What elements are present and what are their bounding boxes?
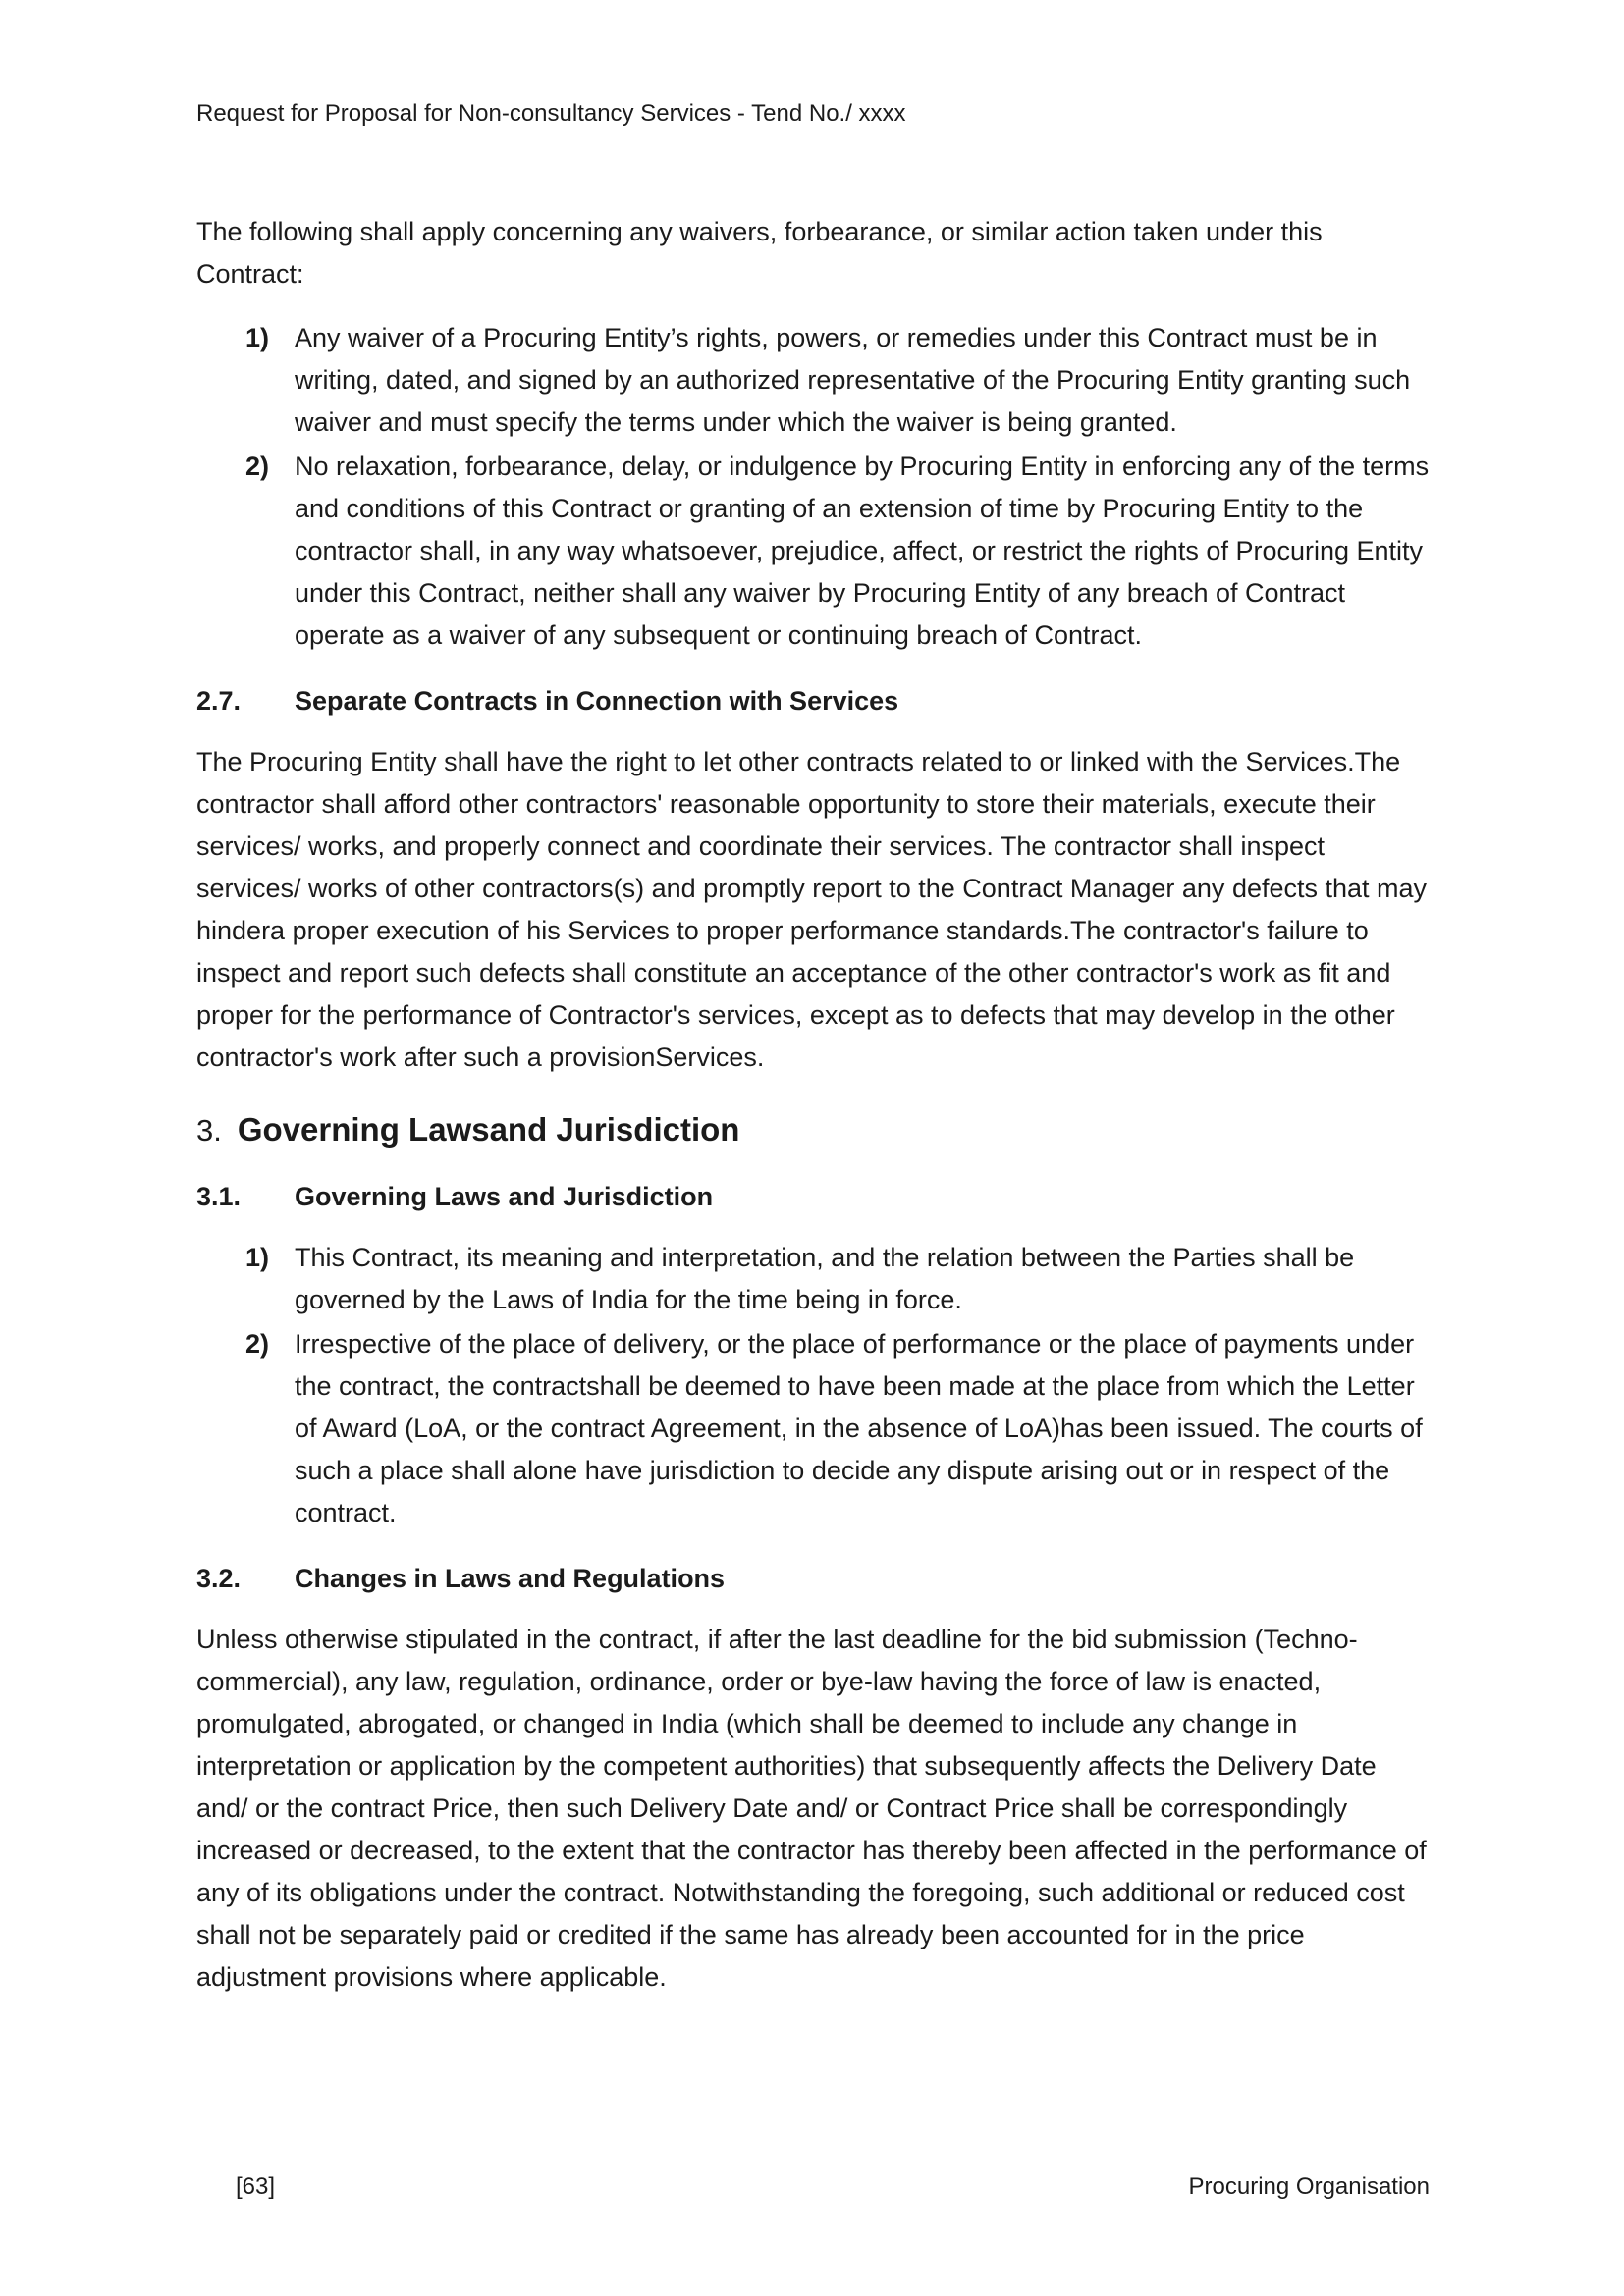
list-item-marker: 1) — [245, 1243, 270, 1272]
page-footer — [196, 2171, 1430, 2203]
list-item — [245, 446, 1430, 657]
document-content — [196, 211, 1430, 2020]
page-number: [63] — [236, 2173, 276, 2200]
governing-numbered-list — [196, 1237, 1430, 1534]
section-title: Separate Contracts in Connection with Services — [295, 686, 899, 716]
waivers-intro-paragraph: The following shall apply concerning any waivers, forbearance, or similar action taken under this Contract: — [196, 217, 1323, 289]
list-item-text: Any waiver of a Procuring Entity’s rights, powers, or remedies under this Contract must be in writing, dated, and signed by an authorized representative of the Procuring Entity granting such waiver and must specify the terms under which the waiver is being granted. — [295, 323, 1411, 437]
page-header — [196, 98, 1430, 130]
list-item-marker: 2) — [245, 452, 270, 481]
list-item — [245, 317, 1430, 444]
waivers-numbered-list — [196, 317, 1430, 657]
chapter-heading-3 — [196, 1108, 1430, 1152]
list-item — [245, 1237, 1430, 1321]
section-number: 2.7. — [196, 686, 242, 716]
section-number: 3.1. — [196, 1182, 242, 1211]
list-item-text: This Contract, its meaning and interpretation, and the relation between the Parties shall be governed by the Laws of India for the time being in force. — [295, 1243, 1355, 1314]
section-title: Changes in Laws and Regulations — [295, 1564, 726, 1593]
list-item-marker: 1) — [245, 323, 270, 352]
list-item-marker: 2) — [245, 1329, 270, 1359]
chapter-title: Governing Lawsand Jurisdiction — [237, 1111, 740, 1148]
separate-contracts-paragraph: The Procuring Entity shall have the right to let other contracts related to or linked with the Services.The contractor shall afford other contractors' reasonable opportunity to store their materials, execute their services/ works, and properly connect and coordinate their services. The contractor shall inspect services/ works of other contractors(s) and promptly report to the Contract Manager any defects that may hindera proper execution of his Services to proper performance standards.The contractor's failure to inspect and report such defects shall constitute an acceptance of the other contractor's work as fit and proper for the performance of Contractor's services, except as to defects that may develop in the other contractor's work after such a provisionServices. — [196, 747, 1428, 1072]
list-item-text: Irrespective of the place of delivery, or the place of performance or the place of payments under the contract, the contractshall be deemed to have been made at the place from which the Letter of Award (LoA, or the contract Agreement, in the absence of LoA)has been issued. The courts of such a place shall alone have jurisdiction to decide any dispute arising out or in respect of the contract. — [295, 1329, 1423, 1527]
footer-organisation: Procuring Organisation — [1188, 2173, 1430, 2200]
changes-paragraph: Unless otherwise stipulated in the contract, if after the last deadline for the bid submission (Techno-commercial), any law, regulation, ordinance, order or bye-law having the force of law is enacted, promulgated, abrogated, or changed in India (which shall be deemed to include any change in interpretation or application by the competent authorities) that subsequently affects the Delivery Date and/ or the contract Price, then such Delivery Date and/ or Contract Price shall be correspondingly increased or decreased, to the extent that the contractor has thereby been affected in the performance of any of its obligations under the contract. Notwithstanding the foregoing, such additional or reduced cost shall not be separately paid or credited if the same has already been accounted for in the price adjustment provisions where applicable. — [196, 1625, 1427, 1992]
list-item-text: No relaxation, forbearance, delay, or indulgence by Procuring Entity in enforcing any of the terms and conditions of this Contract or granting of an extension of time by Procuring Entity to the contractor shall, in any way whatsoever, prejudice, affect, or restrict the rights of Procuring Entity under this Contract, neither shall any waiver by Procuring Entity of any breach of Contract operate as a waiver of any subsequent or continuing breach of Contract. — [295, 452, 1430, 650]
list-item — [245, 1323, 1430, 1534]
section-heading-3-1 — [196, 1180, 1430, 1213]
section-number: 3.2. — [196, 1564, 242, 1593]
section-heading-2-7 — [196, 684, 1430, 718]
header-title: Request for Proposal for Non-consultancy Services - Tend No./ xxxx — [196, 100, 906, 127]
section-heading-3-2 — [196, 1562, 1430, 1595]
chapter-number: 3. — [196, 1113, 222, 1148]
section-title: Governing Laws and Jurisdiction — [295, 1182, 714, 1211]
